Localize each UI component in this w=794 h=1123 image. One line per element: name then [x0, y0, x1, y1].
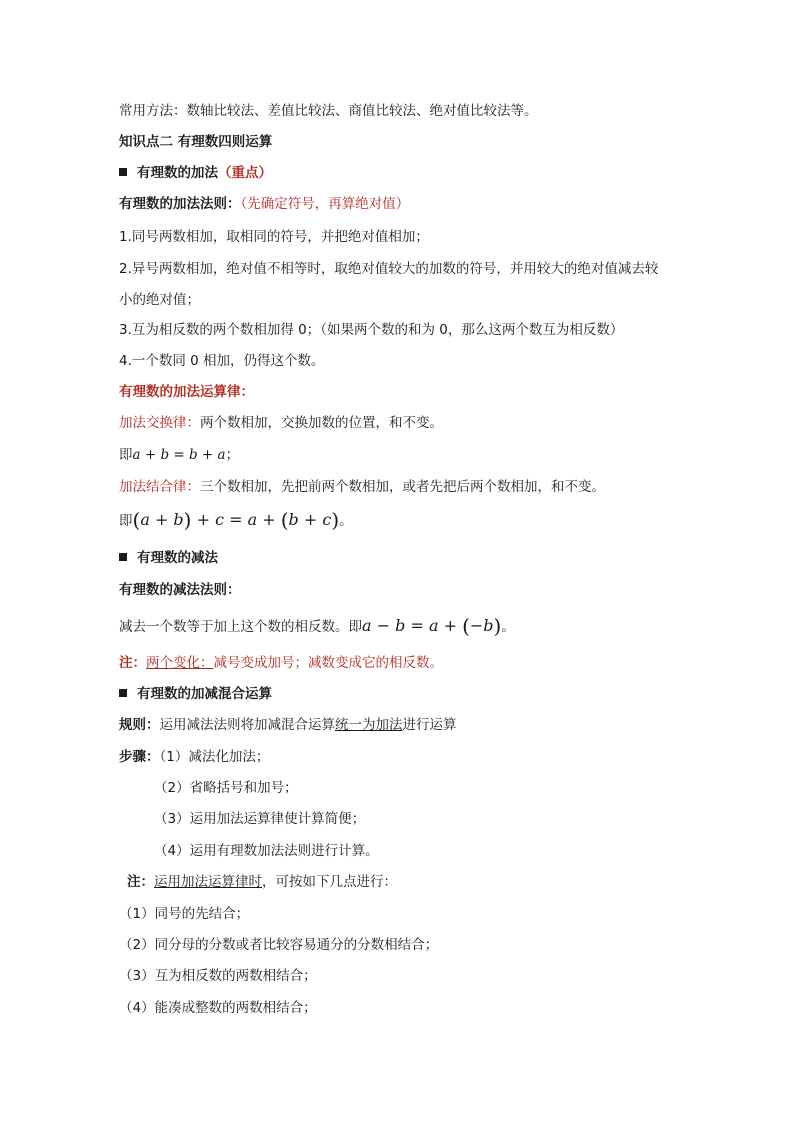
mixed-rule: 规则：运用减法法则将加减混合运算统一为加法进行运算: [119, 717, 457, 733]
addition-laws-label: 有理数的加法运算律：: [119, 384, 254, 400]
mixed-step-4: （4）运用有理数加法法则进行计算。: [154, 843, 379, 859]
subtraction-rule-label: 有理数的减法法则：: [119, 582, 241, 598]
addition-heading: 有理数的加法（重点）: [119, 163, 272, 183]
addition-rule-2: 2.异号两数相加，绝对值不相等时，取绝对值较大的加数的符号，并用较大的绝对值减去较: [119, 261, 659, 277]
addition-rule-1: 1.同号两数相加，取相同的符号，并把绝对值相加；: [119, 229, 429, 245]
addition-rule-2-cont: 小的绝对值；: [119, 292, 200, 308]
mixed-tip-1: （1）同号的先结合；: [119, 906, 250, 922]
subtraction-rule: 减去一个数等于加上这个数的相反数。即a − b = a + (−b)。: [119, 614, 515, 638]
square-bullet-icon: [119, 689, 127, 697]
mixed-tip-3: （3）互为相反数的两数相结合；: [119, 968, 317, 984]
mixed-step-2: （2）省略括号和加号；: [154, 780, 298, 796]
methods-line: 常用方法：数轴比较法、差值比较法、商值比较法、绝对值比较法等。: [119, 103, 538, 119]
section-title: 知识点二 有理数四则运算: [119, 134, 273, 150]
associative-law: 加法结合律：三个数相加，先把前两个数相加，或者先把后两个数相加，和不变。: [119, 479, 605, 495]
mixed-note: 注：运用加法运算律时，可按如下几点进行：: [127, 874, 397, 890]
addition-rule-3: 3.互为相反数的两个数相加得 0；（如果两个数的和为 0，那么这两个数互为相反数）: [119, 322, 624, 338]
square-bullet-icon: [119, 168, 127, 176]
commutative-law: 加法交换律：两个数相加，交换加数的位置，和不变。: [119, 415, 443, 431]
addition-rule-4: 4.一个数同 0 相加，仍得这个数。: [119, 353, 325, 369]
mixed-tip-2: （2）同分母的分数或者比较容易通分的分数相结合；: [119, 937, 439, 953]
key-point-label: 重点: [231, 165, 259, 181]
associative-formula: 即(a + b) + c = a + (b + c)。: [119, 508, 353, 532]
commutative-formula: 即a + b = b + a；: [119, 447, 240, 463]
mixed-tip-4: （4）能凑成整数的两数相结合；: [119, 1000, 317, 1016]
mixed-step-3: （3）运用加法运算律使计算简便；: [154, 811, 366, 827]
square-bullet-icon: [119, 553, 127, 561]
mixed-step-1: 步骤：（1）减法化加法；: [119, 749, 270, 765]
addition-rule-label: 有理数的加法法则：（先确定符号，再算绝对值）: [119, 196, 410, 212]
subtraction-heading: 有理数的减法: [119, 548, 218, 568]
subtraction-note: 注：两个变化：减号变成加号；减数变成它的相反数。: [119, 655, 443, 671]
mixed-heading: 有理数的加减混合运算: [119, 684, 272, 704]
